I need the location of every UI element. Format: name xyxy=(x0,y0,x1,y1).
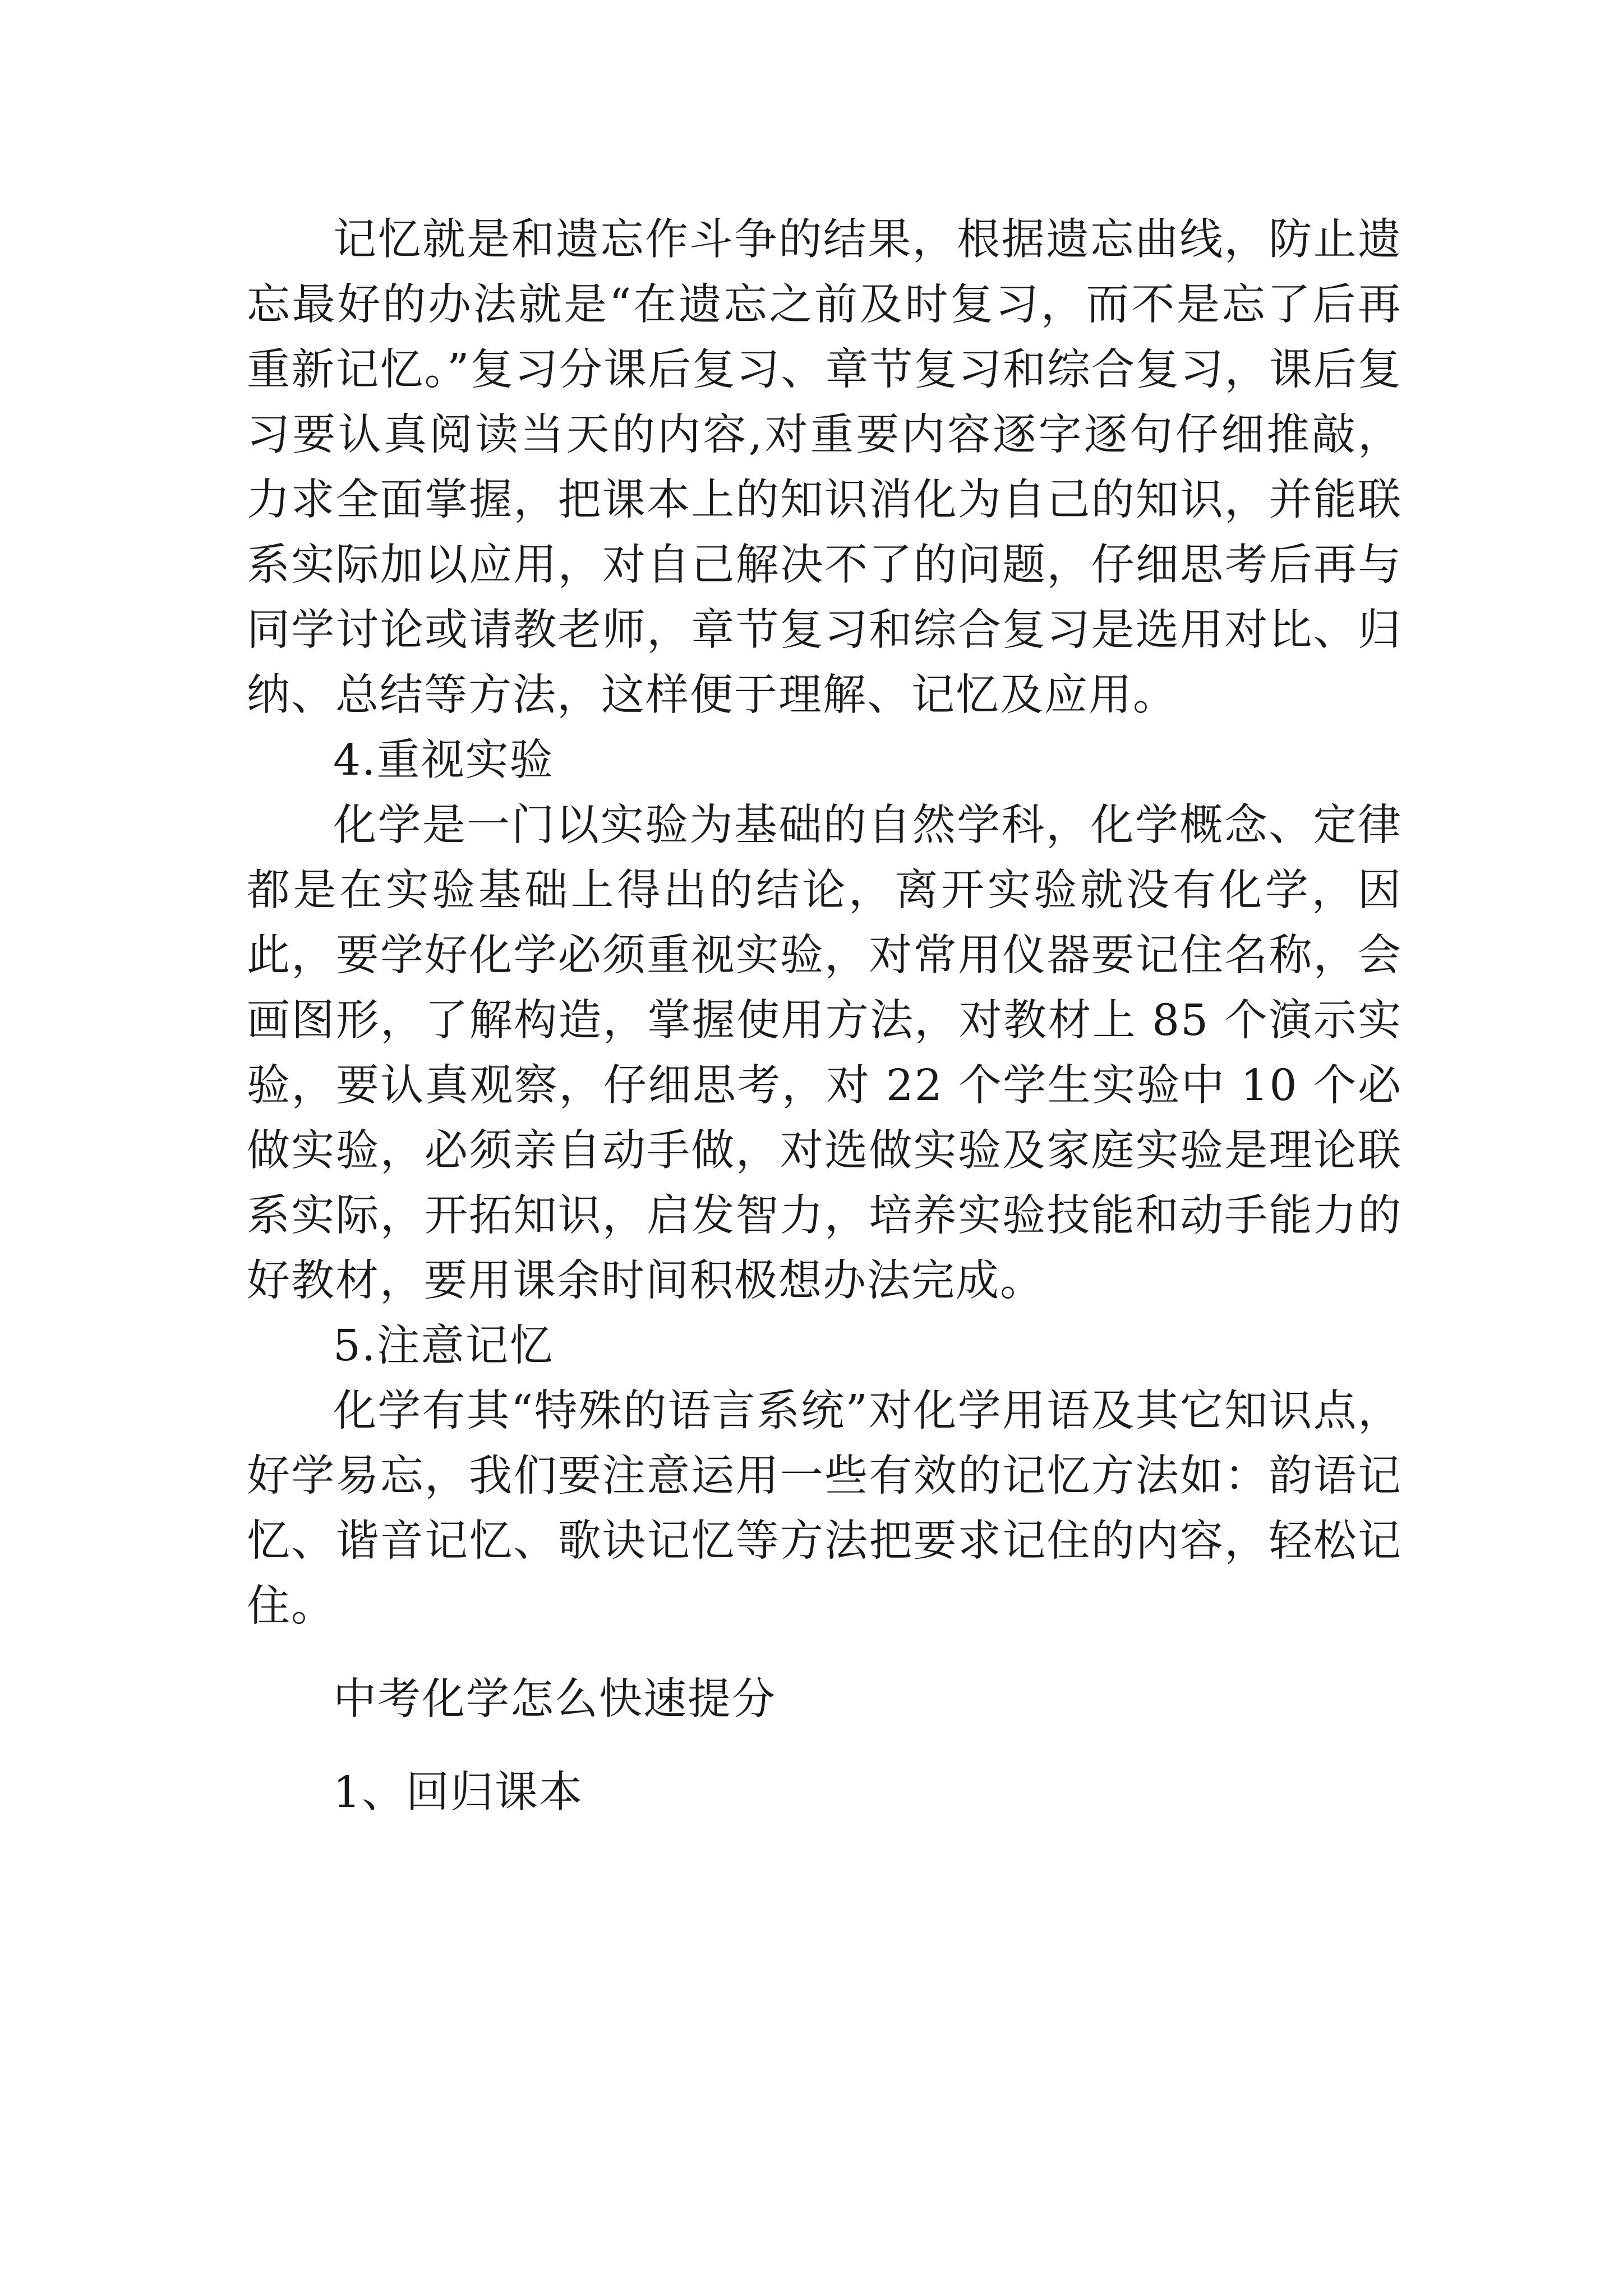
heading-experiment: 4.重视实验 xyxy=(333,735,554,785)
section-spacer xyxy=(247,1732,1402,1760)
section-spacer xyxy=(247,1639,1402,1667)
paragraph-memory-methods: 化学有其“特殊的语言系统”对化学用语及其它知识点，好学易忘，我们要注意运用一些有效的记忆方法如：韵语记忆、谐音记忆、歌诀记忆等方法把要求记住的内容，轻松记住。 xyxy=(247,1386,1402,1631)
heading-return-to-textbook: 1、回归课本 xyxy=(333,1768,583,1818)
heading-score-improvement: 中考化学怎么快速提分 xyxy=(333,1674,776,1724)
paragraph-review-memory: 记忆就是和遗忘作斗争的结果，根据遗忘曲线，防止遗忘最好的办法就是“在遗忘之前及时复习，而不是忘了后再重新记忆。”复习分课后复习、章节复习和综合复习，课后复习要认真阅读当天的内容,对重要内容逐字逐句仔细推敲，力求全面掌握，把课本上的知识消化为自己的知识，并能联系实际加以应用，对自己解决不了的问题，仔细思考后再与同学讨论或请教老师，章节复习和综合复习是选用对比、归纳、总结等方法，这样便于理解、记忆及应用。 xyxy=(247,215,1402,720)
paragraph-experiment: 化学是一门以实验为基础的自然学科，化学概念、定律都是在实验基础上得出的结论，离开实验就没有化学，因此，要学好化学必须重视实验，对常用仪器要记住名称，会画图形，了解构造，掌握使用方法，对教材上 85 个演示实验，要认真观察，仔细思考，对 22 个学生实验中 10 个必做实验，必须亲自动手做，对选做实验及家庭实验是理论联系实际，开拓知识，启发智力，培养实验技能和动手能力的好教材，要用课余时间积极想办法完成。 xyxy=(247,800,1402,1306)
document-body xyxy=(247,208,1402,1825)
heading-memory: 5.注意记忆 xyxy=(333,1321,554,1371)
